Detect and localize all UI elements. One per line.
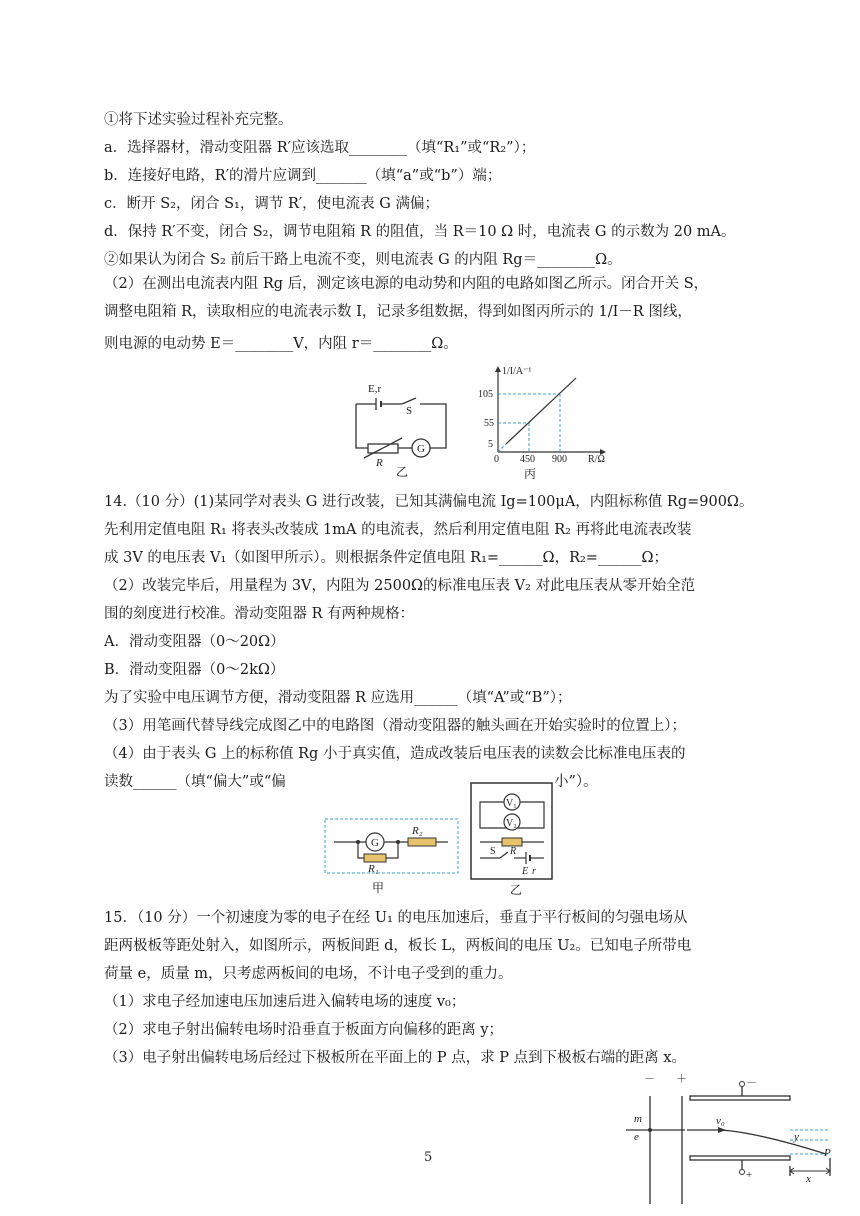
q14-jia-r2-label: R₂ bbox=[412, 825, 423, 837]
q13-yi-s-label: S bbox=[406, 405, 413, 417]
q15-part-3: （3）电子射出偏转电场后经过下极板所在平面上的 P 点，求 P 点到下极板右端的距离 x。 bbox=[104, 1050, 686, 1066]
q15-y-label: y bbox=[794, 1131, 799, 1143]
q15-mass-label: m bbox=[634, 1113, 642, 1125]
q13-step-a: a．选择器材，滑动变阻器 R′应该选取________（填“R₁”或“R₂”）； bbox=[104, 140, 536, 156]
q14-yi-e-label: E bbox=[522, 866, 529, 877]
q14-line-10: （4）由于表头 G 上的标称值 Rg 小于真实值，造成改装后电压表的读数会比标准电压表的 bbox=[104, 746, 686, 762]
q13-graph-ytick-55: 55 bbox=[484, 418, 494, 429]
q14-line-1: 14.（10 分）(1)某同学对表头 G 进行改装，已知其满偏电流 Ig=100μA，内阻标称值 Rg=900Ω。 bbox=[104, 494, 754, 510]
q14-option-a: A．滑动变阻器（0～20Ω） bbox=[104, 634, 285, 650]
q13-step-2: ②如果认为闭合 S₂ 前后干路上电流不变，则电流表 G 的内阻 Rg＝________Ω。 bbox=[104, 252, 622, 268]
q14-yi-r-label: R bbox=[510, 846, 517, 857]
q13-step-1: ①将下述实验过程补充完整。 bbox=[104, 112, 293, 128]
q13-yi-caption: 乙 bbox=[396, 465, 409, 479]
q15-part-2: （2）求电子射出偏转电场时沿垂直于板面方向偏移的距离 y； bbox=[104, 1022, 504, 1038]
q15-bottom-plate-sign: + bbox=[746, 1169, 753, 1181]
q13-step-b: b．连接好电路，R′的滑片应调到_______（填“a”或“b”）端； bbox=[104, 168, 502, 184]
q14-jia-caption: 甲 bbox=[372, 881, 385, 895]
q13-graph-ytick-105: 105 bbox=[478, 389, 493, 400]
q14-line-3: 成 3V 的电压表 V₁（如图甲所示）。则根据条件定值电阻 R₁=______Ω，R₂=______Ω； bbox=[104, 550, 668, 566]
q14-line-5: 围的刻度进行校准。滑动变阻器 R 有两种规格： bbox=[104, 606, 415, 622]
q14-yi-caption: 乙 bbox=[510, 883, 523, 897]
q14-jia-r1-label: R₁ bbox=[368, 863, 379, 875]
q15-plus-label: ＋ bbox=[676, 1073, 687, 1085]
q15-line-2: 距两极板等距处射入，如图所示，两板间距 d，板长 L，两板间的电压 U₂。已知电子所带电 bbox=[104, 938, 692, 954]
page-number: 5 bbox=[424, 1150, 433, 1165]
q14-line-8: 为了实验中电压调节方便，滑动变阻器 R 应选用______（填“A”或“B”）； bbox=[104, 690, 572, 706]
q15-top-plate-sign: － bbox=[746, 1077, 757, 1089]
q13-part2-line1: （2）在测出电流表内阻 Rg 后，测定该电源的电动势和内阻的电路如图乙所示。闭合开关 S， bbox=[104, 276, 709, 292]
q15-line-1: 15．（10 分）一个初速度为零的电子在经 U₁ 的电压加速后，垂直于平行板间的匀强电场从 bbox=[104, 910, 688, 926]
q13-part2-line2: 调整电阻箱 R，读取相应的电流表示数 I，记录多组数据，得到如图丙所示的 1/I－R 图线， bbox=[104, 304, 692, 320]
q15-deflection-figure bbox=[626, 1074, 836, 1214]
q13-graph-origin: 0 bbox=[494, 454, 499, 465]
q15-charge-label: e bbox=[634, 1131, 639, 1143]
q14-yi-s-label: S bbox=[490, 846, 496, 857]
q14-yi-v1-label: V₁ bbox=[506, 798, 517, 809]
q14-circuit-jia bbox=[324, 818, 460, 880]
q15-p-label: P bbox=[824, 1147, 831, 1159]
q13-step-c: c．断开 S₂，闭合 S₁，调节 R′，使电流表 G 满偏； bbox=[104, 196, 439, 212]
q15-part-1: （1）求电子经加速电压加速后进入偏转电场的速度 v₀； bbox=[104, 994, 466, 1010]
q15-minus-label: － bbox=[644, 1073, 655, 1085]
q13-bing-caption: 丙 bbox=[524, 467, 537, 481]
q13-graph-xtick-900: 900 bbox=[552, 454, 567, 465]
q14-line-4: （2）改装完毕后，用量程为 3V，内阻为 2500Ω的标准电压表 V₂ 对此电压表从零开始全范 bbox=[104, 578, 696, 594]
q13-graph-xlabel: R/Ω bbox=[588, 454, 605, 465]
q13-yi-er-label: E,r bbox=[368, 383, 382, 395]
q13-graph-bing bbox=[476, 362, 626, 465]
q14-yi-r-internal-label: r bbox=[532, 866, 536, 877]
q14-yi-v2-label: V₂ bbox=[506, 818, 517, 829]
q13-graph-ytick-5: 5 bbox=[488, 439, 493, 450]
q14-option-b: B．滑动变阻器（0～2kΩ） bbox=[104, 662, 285, 678]
q13-graph-ylabel: 1/I/A⁻¹ bbox=[502, 366, 532, 377]
q14-circuit-yi bbox=[470, 782, 554, 882]
q15-line-3: 荷量 e，质量 m，只考虑两板间的电场，不计电子受到的重力。 bbox=[104, 966, 513, 982]
q13-circuit-yi bbox=[350, 378, 460, 469]
q13-graph-xtick-450: 450 bbox=[520, 454, 535, 465]
q13-step-d: d．保持 R′不变，闭合 S₂，调节电阻箱 R 的阻值，当 R＝10 Ω 时，电流表 G 的示数为 20 mA。 bbox=[104, 224, 736, 240]
q15-v0-label: v₀ bbox=[716, 1115, 725, 1127]
q15-x-label: x bbox=[806, 1173, 811, 1185]
q14-line-11b: 小”）。 bbox=[554, 774, 598, 790]
q14-jia-g-label: G bbox=[371, 837, 379, 849]
q14-line-11a: 读数______（填“偏大”或“偏 bbox=[104, 774, 286, 790]
q13-yi-g-label: G bbox=[417, 443, 425, 455]
q14-line-2: 先利用定值电阻 R₁ 将表头改装成 1mA 的电流表，然后利用定值电阻 R₂ 再将此电流表改装 bbox=[104, 522, 692, 538]
q13-part2-line3: 则电源的电动势 E＝________V，内阻 r＝________Ω。 bbox=[104, 336, 458, 352]
q14-line-9: （3）用笔画代替导线完成图乙中的电路图（滑动变阻器的触头画在开始实验时的位置上）； bbox=[104, 718, 686, 734]
q13-yi-r-label: R bbox=[376, 457, 383, 469]
